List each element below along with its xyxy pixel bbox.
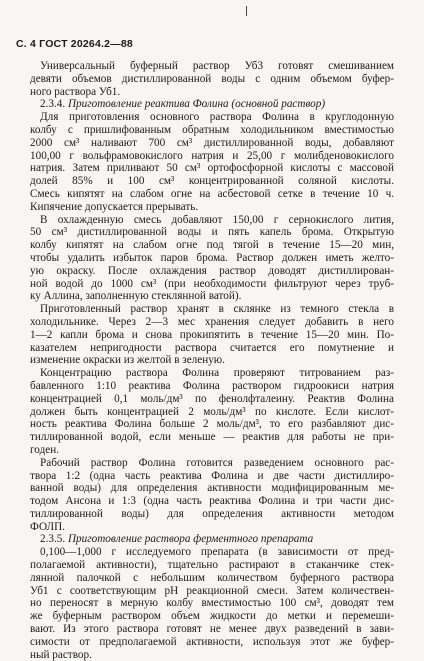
text-line: полагаемой активности), тщательно растирают в стаканчике стек- <box>30 559 394 572</box>
text-line: твора 1:2 (одна часть реактива Фолина и две части дистиллиро- <box>30 469 394 482</box>
text-line: годен. <box>30 443 60 456</box>
page-mark <box>246 6 247 16</box>
section-title: Приготовление реактива Фолина (основной раствор) <box>67 98 326 111</box>
text-line: долей 85% и 100 см³ концентрированной соляной кислоты. <box>30 175 394 188</box>
text-line: Для приготовления основного раствора Фолина в круглодонную <box>40 111 394 124</box>
text-line: колбу с пришлифованным обратным холодильником вместимостью <box>30 123 394 136</box>
text-line: 0,100—1,000 г исследуемого препарата (в зависимости от пред- <box>40 546 394 559</box>
text-line: 100,00 г вольфрамовокислого натрия и 25,00 г молибденовокислого <box>30 149 394 162</box>
section-number: 2.3.4. <box>40 98 68 111</box>
text-line: но переносят в мерную колбу вместимостью 100 см³, доводят тем <box>30 597 394 610</box>
text-line: тиллированной водой, если меньше — реактив для работы не при- <box>30 431 394 444</box>
text-line: ФОЛП. <box>30 520 65 533</box>
text-line: Уб1 с соответствующим pH реакционной смеси. Затем количествен- <box>30 584 394 597</box>
text-line: 2000 см³ наливают 700 см³ дистиллированной воды, добавляют <box>30 136 394 149</box>
text-line: ку Аллина, заполненную стеклянной ватой). <box>30 290 242 303</box>
text-line: Кипячение допускается прерывать. <box>30 200 199 213</box>
text-line: Приготовленный раствор хранят в склянке из темного стекла в <box>40 303 394 316</box>
text-line: ность реактива Фолина больше 2 моль/дм³, то его разбавляют дис- <box>30 418 394 431</box>
text-line: натрия. Затем приливают 50 см³ ортофосфорной кислоты с массовой <box>30 162 394 175</box>
text-line: Концентрацию раствора Фолина проверяют титрованием раз- <box>40 367 394 380</box>
text-line: казателем непригодности раствора считается его помутнение и <box>30 341 394 354</box>
text-line: Универсальный буферный раствор Уб3 готовят смешиванием <box>40 60 394 72</box>
text-line: 50 см³ дистиллированной воды и пять капель брома. Открытую <box>30 226 394 239</box>
section-title: Приготовление раствора ферментного препарата <box>67 533 314 546</box>
text-line: изменение окраски из желтой в зеленую. <box>30 354 225 367</box>
text-line: симости от предполагаемой активности, используя этот же буфер- <box>30 635 394 648</box>
section-heading <box>30 533 394 546</box>
text-line: Смесь кипятят на слабом огне на асбестовой сетке в течение 10 ч. <box>30 187 394 200</box>
text-line: должен быть концентрацией 2 моль/дм³ по кислоте. Если кислот- <box>30 405 394 418</box>
document-body <box>30 60 394 661</box>
text-line: тодом Ансона и 1:3 (одна часть реактива Фолина и три части дис- <box>30 495 394 508</box>
page-header: С. 4 ГОСТ 20264.2—88 <box>16 38 133 50</box>
text-line: вают. Из этого раствора готовят не менее двух разведений в зави- <box>30 623 394 636</box>
text-line: колбу кипятят на слабом огне под тягой в течение 15—20 мин, <box>30 239 394 252</box>
text-line: ванной воды) для определения активности модифицированным ме- <box>30 482 394 495</box>
text-line: ной водой до 1000 см³ (при необходимости фильтруют через труб- <box>30 277 394 290</box>
section-number: 2.3.5. <box>40 533 68 546</box>
text-line: девяти объемов дистиллированной воды с одним объемом буфер- <box>30 72 394 85</box>
text-line: В охлажденную смесь добавляют 150,00 г сернокислого лития, <box>40 213 394 226</box>
text-line: 1—2 капли брома и снова прокипятить в течение 15—20 мин. По- <box>30 328 394 341</box>
text-line: ую окраску. После охлаждения раствор доводят дистиллирован- <box>30 264 394 277</box>
text-line: тиллированной воды) для определения активности методом <box>30 507 394 520</box>
text-line: бавленного 1:10 реактива Фолина раствором гидроокиси натрия <box>30 379 394 392</box>
text-line: ный раствор. <box>30 648 92 661</box>
text-line: же буферным раствором объем жидкости до метки и перемеши- <box>30 610 394 623</box>
text-line: чтобы удалить избыток паров брома. Раствор должен иметь желто- <box>30 251 394 264</box>
text-line: Рабочий раствор Фолина готовится разведением основного рас- <box>40 456 394 469</box>
text-line: ного раствора Уб1. <box>30 85 121 98</box>
text-line: лянной палочкой с небольшим количеством буферного раствора <box>30 571 394 584</box>
text-line: концентрацией 0,1 моль/дм³ по фенолфталеину. Реактив Фолина <box>30 392 394 405</box>
section-heading <box>30 98 394 111</box>
text-line: холодильнике. Через 2—3 мес хранения следует добавить в него <box>30 315 394 328</box>
